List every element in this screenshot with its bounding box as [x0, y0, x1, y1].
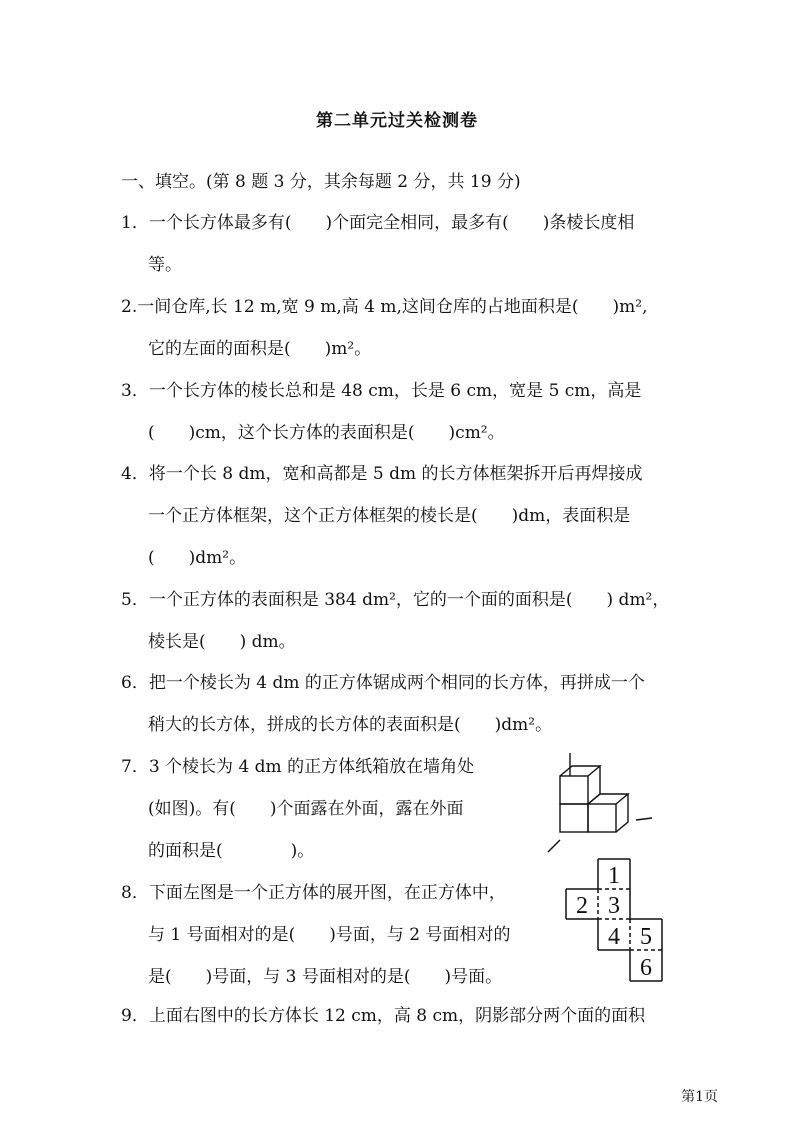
question-7-line-2: (如图)。有( )个面露在外面，露在外面	[148, 799, 464, 819]
question-1-line-2: 等。	[148, 255, 182, 275]
question-8-line-1: 8．下面左图是一个正方体的展开图，在正方体中，	[121, 883, 506, 903]
question-9-line-1: 9．上面右图中的长方体长 12 cm，高 8 cm，阴影部分两个面的面积	[121, 1006, 646, 1026]
question-5-line-1: 5．一个正方体的表面积是 384 dm²，它的一个面的面积是( ) dm²，	[121, 590, 670, 610]
question-3-line-2: ( )cm，这个长方体的表面积是( )cm²。	[148, 423, 505, 443]
question-5-line-2: 棱长是( ) dm。	[148, 632, 296, 652]
question-2-line-1: 2.一间仓库,长 12 m,宽 9 m,高 4 m,这间仓库的占地面积是( )m²,	[121, 297, 648, 317]
net-label-1: 1	[608, 863, 620, 889]
section-heading: 一、填空。(第 8 题 3 分，其余每题 2 分，共 19 分)	[121, 172, 521, 192]
question-4-line-3: ( )dm²。	[148, 548, 247, 568]
net-label-2: 2	[576, 893, 588, 919]
question-7-line-1: 7．3 个棱长为 4 dm 的正方体纸箱放在墙角处	[121, 757, 475, 777]
question-4-line-1: 4．将一个长 8 dm，宽和高都是 5 dm 的长方体框架拆开后再焊接成	[121, 464, 643, 484]
net-label-5: 5	[640, 924, 652, 950]
page-number: 第1页	[681, 1089, 718, 1105]
question-7-line-3: 的面积是( )。	[148, 841, 315, 861]
net-label-6: 6	[640, 955, 652, 981]
net-label-4: 4	[608, 924, 620, 950]
question-6-line-1: 6．把一个棱长为 4 dm 的正方体锯成两个相同的长方体，再拼成一个	[121, 673, 645, 693]
question-2-line-2: 它的左面的面积是( )m²。	[148, 339, 372, 359]
cube-net-figure	[563, 857, 673, 987]
question-6-line-2: 稍大的长方体，拼成的长方体的表面积是( )dm²。	[148, 715, 553, 735]
question-8-line-2: 与 1 号面相对的是( )号面，与 2 号面相对的	[148, 925, 511, 945]
corner-cubes-figure	[540, 748, 660, 858]
net-label-3: 3	[608, 893, 620, 919]
question-8-line-3: 是( )号面，与 3 号面相对的是( )号面。	[148, 967, 503, 987]
page-title: 第二单元过关检测卷	[316, 111, 478, 131]
question-4-line-2: 一个正方体框架，这个正方体框架的棱长是( )dm，表面积是	[148, 506, 631, 526]
question-3-line-1: 3．一个长方体的棱长总和是 48 cm，长是 6 cm，宽是 5 cm，高是	[121, 381, 642, 401]
question-1-line-1: 1．一个长方体最多有( )个面完全相同，最多有( )条棱长度相	[121, 213, 635, 233]
